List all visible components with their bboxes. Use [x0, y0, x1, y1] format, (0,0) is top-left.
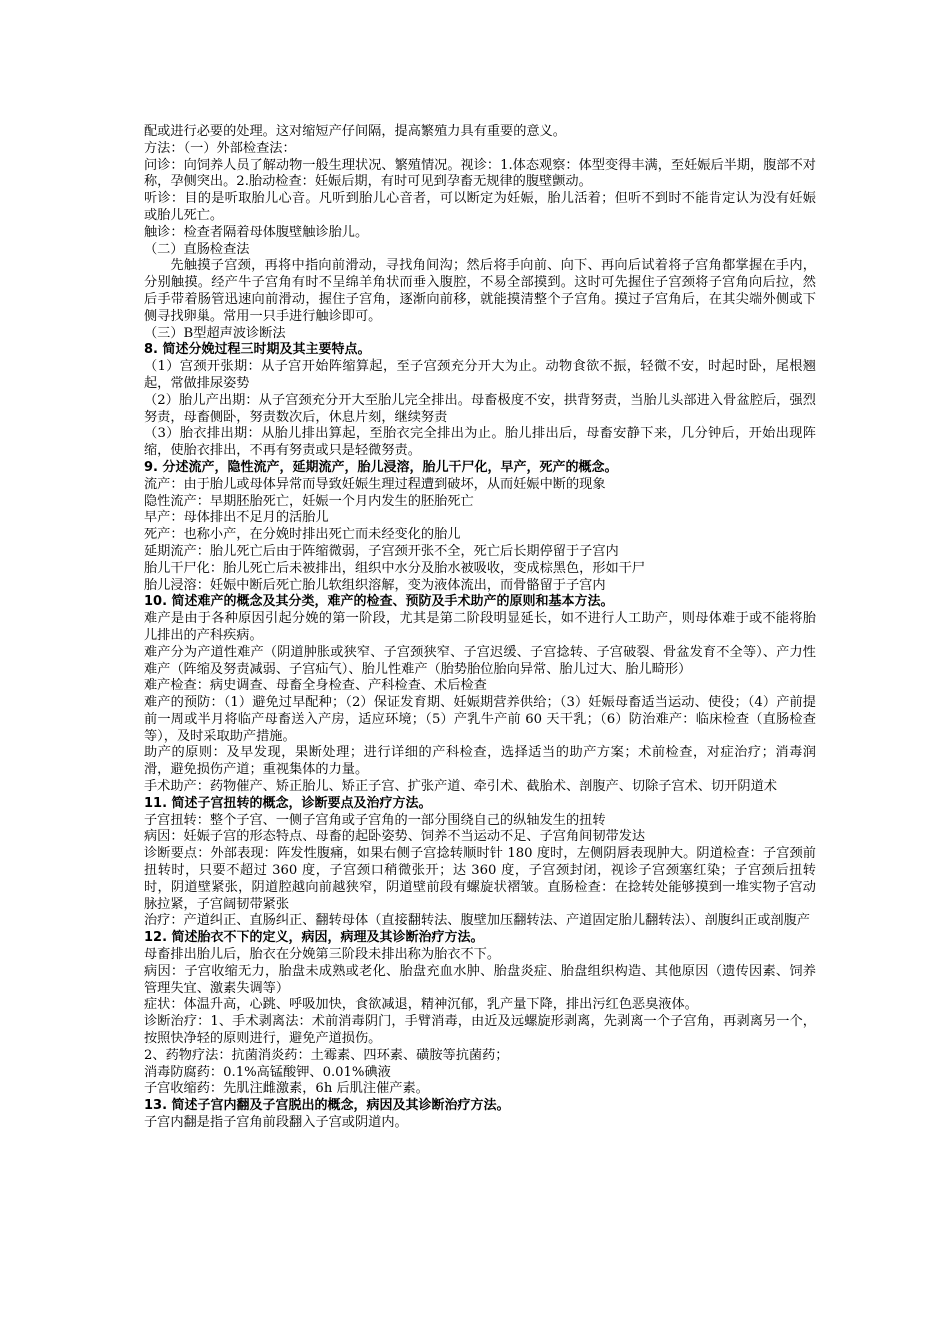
paragraph: 难产分为产道性难产（阴道肿胀或狭窄、子宫颈狭窄、子宫迟缓、子宫捻转、子宫破裂、骨盆发育不全等）、产力性难产（阵缩及努责减弱、子宫疝气）、胎儿性难产（胎势胎位胎向异常、胎儿过大、胎儿畸形） — [144, 644, 816, 677]
paragraph: 延期流产：胎儿死亡后由于阵缩微弱，子宫颈开张不全，死亡后长期停留于子宫内 — [144, 543, 619, 559]
paragraph: （3）胎衣排出期：从胎儿排出算起，至胎衣完全排出为止。胎儿排出后，母畜安静下来，几分钟后，开始出现阵缩，使胎衣排出，不再有努责或只是轻微努责。 — [144, 426, 816, 459]
paragraph: （三）B型超声波诊断法 — [144, 325, 286, 341]
paragraph: 死产：也称小产，在分娩时排出死亡而未经变化的胎儿 — [144, 527, 461, 543]
paragraph: 手术助产：药物催产、矫正胎儿、矫正子宫、扩张产道、牵引术、截胎术、剖腹产、切除子宫术、切开阴道术 — [144, 779, 777, 795]
section-heading: 11. 简述子宫扭转的概念，诊断要点及治疗方法。 — [144, 795, 432, 811]
paragraph: 子宫内翻是指子宫角前段翻入子宫或阴道内。 — [144, 1115, 408, 1131]
paragraph: 难产检查：病史调查、母畜全身检查、产科检查、术后检查 — [144, 678, 487, 694]
paragraph: 胎儿干尸化：胎儿死亡后未被排出，组织中水分及胎水被吸收，变成棕黑色，形如干尸 — [144, 560, 646, 576]
paragraph: 配或进行必要的处理。这对缩短产仔间隔，提高繁殖力具有重要的意义。 — [144, 124, 566, 139]
paragraph: 子宫扭转：整个子宫、一侧子宫角或子宫角的一部分围绕自己的纵轴发生的扭转 — [144, 812, 606, 828]
paragraph: 病因：子宫收缩无力，胎盘未成熟或老化、胎盘充血水肿、胎盘炎症、胎盘组织构造、其他原因（遗传因素、饲养管理失宜、激素失调等） — [144, 963, 816, 996]
paragraph: 胎儿浸溶：妊娠中断后死亡胎儿软组织溶解，变为液体流出，而骨骼留于子宫内 — [144, 577, 606, 593]
section-heading: 12. 简述胎衣不下的定义，病因，病理及其诊断治疗方法。 — [144, 930, 484, 946]
paragraph: 病因：妊娠子宫的形态特点、母畜的起卧姿势、饲养不当运动不足、子宫角间韧带发达 — [144, 829, 646, 845]
paragraph: 先触摸子宫颈，再将中指向前滑动，寻找角间沟；然后将手向前、向下、再向后试着将子宫角都掌握在手内，分别触摸。经产牛子宫角有时不呈绵羊角状而垂入腹腔，不易全部摸到。这时可先握住子宫颈将子宫角向后拉，然后手带着肠管迅速向前滑动，握住子宫角，逐渐向前移，就能摸清整个子宫角。摸过子宫角后，在其尖端外侧或下侧寻找卵巢。常用一只手进行触诊即可。 — [144, 258, 816, 324]
paragraph: 流产：由于胎儿或母体异常而导致妊娠生理过程遭到破坏，从而妊娠中断的现象 — [144, 476, 606, 492]
paragraph: 治疗：产道纠正、直肠纠正、翻转母体（直接翻转法、腹壁加压翻转法、产道固定胎儿翻转法）、剖腹纠正或剖腹产 — [144, 913, 810, 929]
paragraph: 方法：（一）外部检查法： — [144, 140, 296, 156]
paragraph: 诊断治疗：1、手术剥离法：术前消毒阴门，手臂消毒，由近及远螺旋形剥离，先剥离一个子宫角，再剥离另一个，按照快净轻的原则进行，避免产道损伤。 — [144, 1014, 816, 1047]
paragraph: （1）宫颈开张期：从子宫开始阵缩算起，至子宫颈充分开大为止。动物食欲不振，轻微不安，时起时卧，尾根翘起，常做排尿姿势 — [144, 359, 816, 391]
section-heading: 8. 简述分娩过程三时期及其主要特点。 — [144, 342, 371, 358]
paragraph: 触诊：检查者隔着母体腹壁触诊胎儿。 — [144, 224, 369, 240]
paragraph: 听诊：目的是听取胎儿心音。凡听到胎儿心音者，可以断定为妊娠，胎儿活着；但听不到时不能肯定认为没有妊娠或胎儿死亡。 — [144, 191, 816, 223]
paragraph: 难产是由于各种原因引起分娩的第一阶段，尤其是第二阶段明显延长，如不进行人工助产，则母体难于或不能将胎儿排出的产科疾病。 — [144, 611, 816, 643]
paragraph: 症状：体温升高，心跳、呼吸加快，食欲减退，精神沉郁，乳产量下降，排出污红色恶臭液体。 — [144, 997, 698, 1013]
paragraph: 隐性流产：早期胚胎死亡，妊娠一个月内发生的胚胎死亡 — [144, 493, 474, 509]
section-heading: 9. 分述流产，隐性流产，延期流产，胎儿浸溶，胎儿干尸化，早产，死产的概念。 — [144, 459, 618, 475]
paragraph: （2）胎儿产出期：从子宫颈充分开大至胎儿完全排出。母畜极度不安，拱背努责，当胎儿头部进入骨盆腔后，强烈努责，母畜侧卧，努责数次后，休息片刻，继续努责 — [144, 392, 816, 425]
paragraph: 诊断要点：外部表现：阵发性腹痛，如果右侧子宫捻转顺时针 180 度时，左侧阴唇表现肿大。阴道检查：子宫颈前扭转时，只要不超过 360 度，子宫颈口稍微张开；达 360 度，子宫颈封闭，视诊子宫颈塞红染；子宫颈后扭转时，阴道壁紧张，阴道腔越向前越狭窄，阴道壁前段有螺旋状褶皱。直肠检查：在捻转处能够摸到一堆实物子宫动脉拉紧，子宫阔韧带紧张 — [144, 846, 816, 912]
paragraph: 2、药物疗法：抗菌消炎药：土霉素、四环素、磺胺等抗菌药； — [144, 1047, 509, 1063]
paragraph: 子宫收缩药：先肌注雌激素，6h 后肌注催产素。 — [144, 1081, 429, 1097]
paragraph: 助产的原则：及早发现，果断处理；进行详细的产科检查，选择适当的助产方案；术前检查，对症治疗；消毒润滑，避免损伤产道；重视集体的力量。 — [144, 745, 816, 778]
paragraph: 母畜排出胎儿后，胎衣在分娩第三阶段未排出称为胎衣不下。 — [144, 947, 501, 963]
paragraph: 早产：母体排出不足月的活胎儿 — [144, 510, 329, 526]
paragraph: 难产的预防：（1）避免过早配种；（2）保证发育期、妊娠期营养供给；（3）妊娠母畜适当运动、使役；（4）产前提前一周或半月将临产母畜送入产房，适应环境；（5）产乳牛产前 60 天干乳；（6）防治难产：临床检查（直肠检查等），及时采取助产措施。 — [144, 695, 816, 744]
document-page — [144, 124, 816, 1132]
section-heading: 10. 简述难产的概念及其分类，难产的检查、预防及手术助产的原则和基本方法。 — [144, 594, 614, 610]
paragraph: 消毒防腐药：0.1%高锰酸钾、0.01%碘液 — [144, 1064, 391, 1080]
paragraph: （二）直肠检查法 — [144, 241, 250, 257]
paragraph: 问诊：向饲养人员了解动物一般生理状况、繁殖情况。视诊：1.体态观察：体型变得丰满，至妊娠后半期，腹部不对称，孕侧突出。2.胎动检查：妊娠后期，有时可见到孕畜无规律的腹壁颤动。 — [144, 157, 816, 190]
section-heading: 13. 简述子宫内翻及子宫脱出的概念，病因及其诊断治疗方法。 — [144, 1098, 510, 1114]
